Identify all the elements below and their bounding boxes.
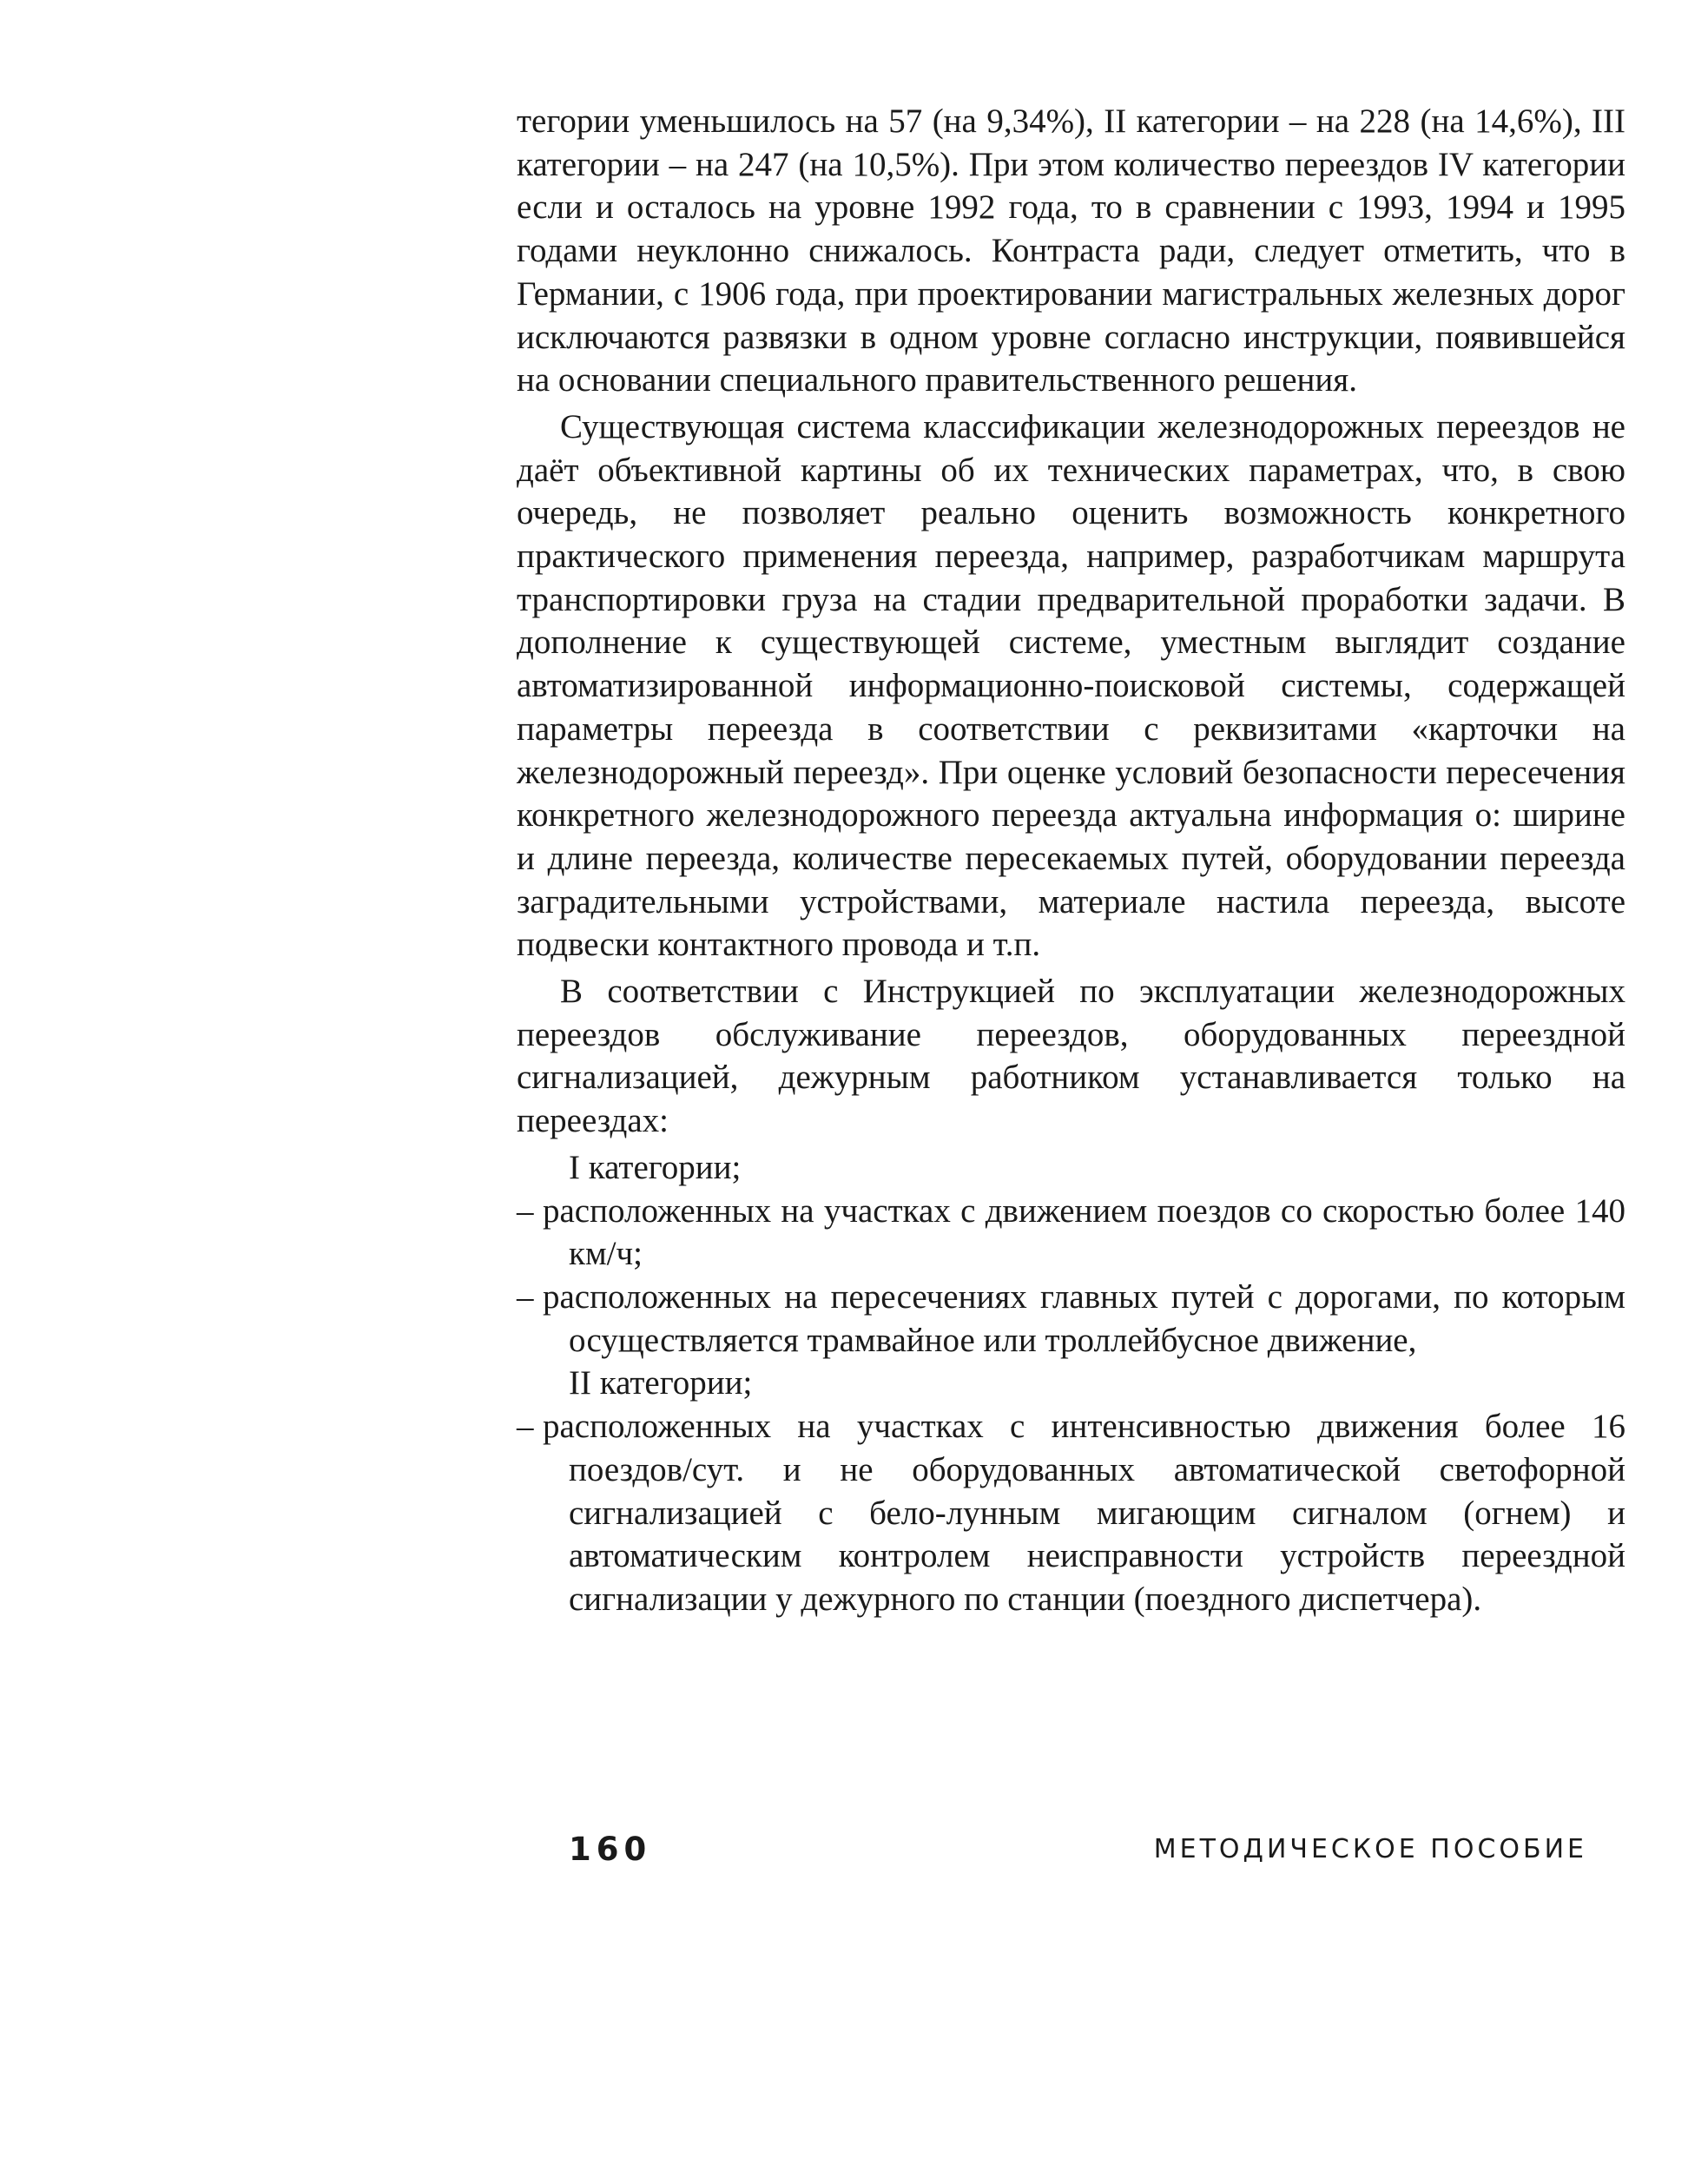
category-2-heading: II категории; bbox=[569, 1364, 753, 1402]
paragraph-continuation: тегории уменьшилось на 57 (на 9,34%), II категории – на 228 (на 14,6%), III категории – на 247 (на 10,5%). При этом количество переездов IV категории если и осталось на уровне 1992 года, то в сравнении с 1993, 1994 и 1995 годами неуклонно снижалось. Контраста ради, следует отметить, что в Германии, с 1906 года, при проектировании магистральных железных дорог исключаются развязки в одном уровне согласно инструкции, появившейся на основании специального правительственного решения. bbox=[517, 102, 1625, 399]
category-1-heading: I категории; bbox=[569, 1148, 742, 1186]
running-title: МЕТОДИЧЕСКОЕ ПОСОБИЕ bbox=[1153, 1834, 1587, 1864]
list-item bbox=[517, 1276, 1625, 1362]
list-item-text: расположенных на пересечениях главных путей с дорогами, по которым осуществляется трамвайное или троллейбусное движение, bbox=[543, 1277, 1625, 1359]
list-item-text: расположенных на участках с интенсивностью движения более 16 поездов/сут. и не оборудованных автоматической светофорной сигнализацией с бело-лунным мигающим сигналом (огнем) и автоматическим контролем неисправности устройств переездной сигнализации у дежурного по станции (поездного диспетчера). bbox=[543, 1408, 1625, 1618]
page-body bbox=[517, 100, 1625, 1621]
paragraph-instruction: В соответствии с Инструкцией по эксплуатации железнодорожных переездов обслуживание переездов, оборудованных переездной сигнализацией, дежурным работником устанавливается только на переездах: bbox=[517, 973, 1625, 1140]
list-item bbox=[517, 1405, 1625, 1621]
dash-marker: – bbox=[517, 1408, 534, 1446]
dash-marker: – bbox=[517, 1191, 534, 1230]
dash-marker: – bbox=[517, 1277, 534, 1316]
paragraph-classification-system: Существующая система классификации железнодорожных переездов не даёт объективной картины об их технических параметрах, что, в свою очередь, не позволяет реально оценить возможность конкретного практического применения переезда, например, разработчикам маршрута транспортировки груза на стадии предварительной проработки задачи. В дополнение к существующей системе, уместным выглядит создание автоматизированной информационно-поисковой системы, содержащей параметры переезда в соответствии с реквизитами «карточки на железнодорожный переезд». При оценке условий безопасности пересечения конкретного железнодорожного переезда актуальна информация о: ширине и длине переезда, количестве пересекаемых путей, оборудовании переезда заградительными устройствами, материале настила переезда, высоте подвески контактного провода и т.п. bbox=[517, 407, 1625, 964]
list-item bbox=[517, 1190, 1625, 1276]
page-number: 160 bbox=[569, 1831, 652, 1868]
list-item-text: расположенных на участках с движением поездов со скоростью более 140 км/ч; bbox=[543, 1191, 1625, 1273]
page-footer bbox=[569, 1831, 1587, 1876]
